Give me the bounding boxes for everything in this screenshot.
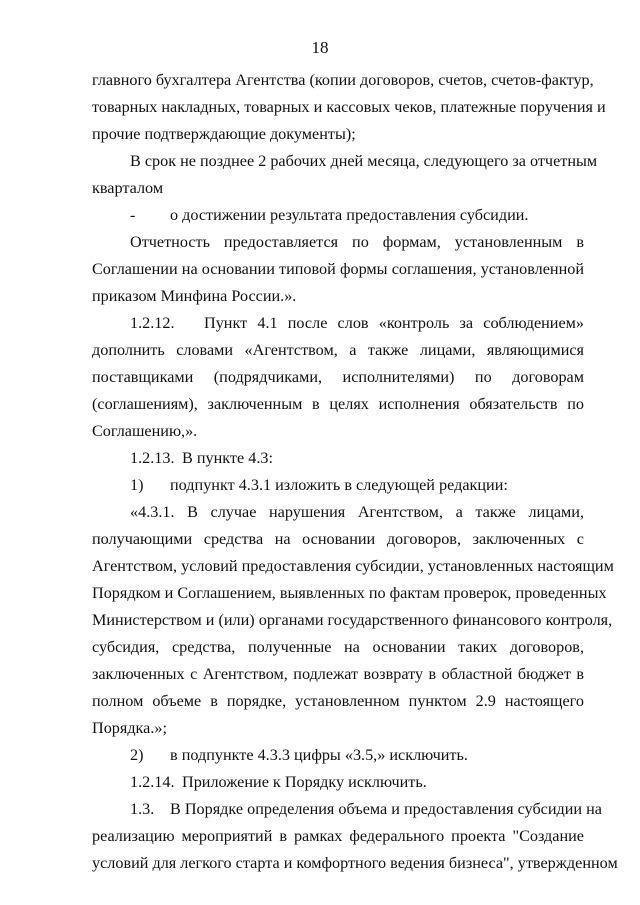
paragraph-number: 1.3. [130, 800, 155, 818]
numbered-paragraph [130, 313, 584, 333]
text-line: Соглашении на основании типовой формы соглашения, установленной [92, 260, 584, 278]
paragraph-text: Пункт 4.1 после слов «контроль за соблюдением» [204, 314, 584, 332]
list-marker: 1) [130, 476, 144, 494]
paragraph-text: Приложение к Порядку исключить. [182, 773, 427, 791]
paragraph-text: В пункте 4.3: [182, 449, 273, 467]
paragraph-number: 1.2.12. [130, 314, 175, 332]
text-line: Агентством, условий предоставления субсидии, установленных настоящим [92, 557, 614, 575]
text-line: товарных накладных, товарных и кассовых чеков, платежные поручения и [92, 98, 606, 116]
paragraph-number: 1.2.14. [130, 773, 175, 791]
list-marker: 2) [130, 746, 144, 764]
list-item [130, 205, 584, 225]
text-line: Порядка.»; [92, 719, 168, 737]
paragraph-number: 1.2.13. [130, 449, 175, 467]
text-line: (соглашениям), заключенным в целях исполнения обязательств по [92, 395, 584, 413]
numbered-paragraph [130, 772, 584, 792]
text-line: полном объеме в порядке, установленном пунктом 2.9 настоящего [92, 692, 584, 710]
text-line: субсидия, средства, полученные на основании таких договоров, [92, 638, 584, 656]
text-line: Порядком и Соглашением, выявленных по фактам проверок, проведенных [92, 584, 607, 602]
text-line: главного бухгалтера Агентства (копии договоров, счетов, счетов-фактур, [92, 71, 594, 89]
text-line: кварталом [92, 179, 164, 197]
text-line: Соглашению,». [92, 422, 198, 440]
list-item [130, 475, 584, 495]
text-line: Министерством и (или) органами государственного финансового контроля, [92, 611, 613, 629]
list-item [130, 745, 584, 765]
text-line: условий для легкого старта и комфортного ведения бизнеса", утвержденном [92, 854, 618, 872]
text-line: заключенных с Агентством, подлежат возврату в областной бюджет в [92, 665, 584, 683]
text-line: дополнить словами «Агентством, а также лицами, являющимися [92, 341, 584, 359]
text-line: поставщиками (подрядчиками, исполнителями) по договорам [92, 368, 584, 386]
page-number: 18 [311, 38, 329, 57]
numbered-paragraph [130, 448, 584, 468]
list-item-text: подпункт 4.3.1 изложить в следующей редакции: [170, 476, 508, 494]
text-line: приказом Минфина России.». [92, 287, 297, 305]
paragraph-text: В Порядке определения объема и предоставления субсидии на [170, 800, 602, 818]
text-line: реализацию мероприятий в рамках федерального проекта "Создание [92, 827, 584, 845]
text-line: «4.3.1. В случае нарушения Агентством, а также лицами, [130, 503, 584, 521]
text-line: получающими средства на основании договоров, заключенных с [92, 530, 584, 548]
list-marker: - [130, 206, 136, 224]
text-line: В срок не позднее 2 рабочих дней месяца, следующего за отчетным [130, 152, 598, 170]
numbered-paragraph [130, 799, 602, 819]
list-item-text: о достижении результата предоставления субсидии. [170, 206, 529, 224]
text-line: Отчетность предоставляется по формам, установленным в [130, 233, 584, 251]
list-item-text: в подпункте 4.3.3 цифры «3.5,» исключить. [170, 746, 468, 764]
text-line: прочие подтверждающие документы); [92, 125, 356, 143]
